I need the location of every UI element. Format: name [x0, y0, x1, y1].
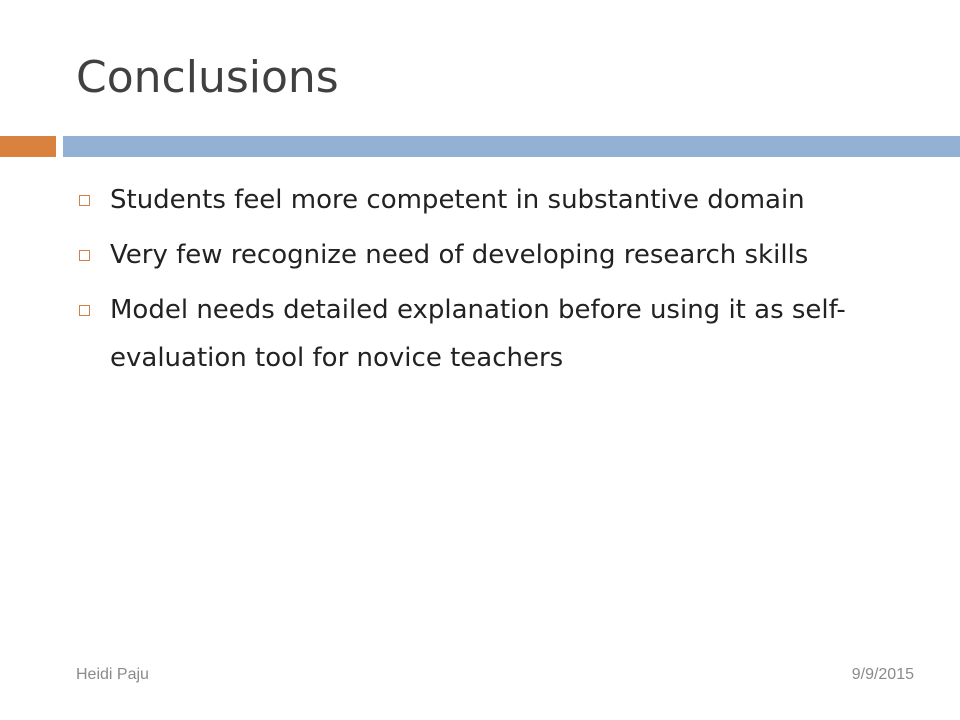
slide-title: Conclusions — [76, 52, 339, 103]
bullet-text: Model needs detailed explanation before using it as self-evaluation tool for novice teachers — [110, 295, 846, 373]
title-underline-bar — [63, 136, 960, 157]
square-bullet-icon — [79, 195, 90, 206]
title-accent-bar — [0, 136, 56, 157]
footer-date: 9/9/2015 — [851, 666, 914, 683]
square-bullet-icon — [79, 305, 90, 316]
bullet-item — [76, 286, 926, 382]
bullet-item — [76, 231, 926, 279]
bullet-list — [76, 176, 926, 389]
square-bullet-icon — [79, 250, 90, 261]
bullet-item — [76, 176, 926, 224]
bullet-text: Very few recognize need of developing research skills — [110, 240, 809, 270]
bullet-text: Students feel more competent in substantive domain — [110, 185, 805, 215]
footer-author: Heidi Paju — [76, 666, 149, 683]
